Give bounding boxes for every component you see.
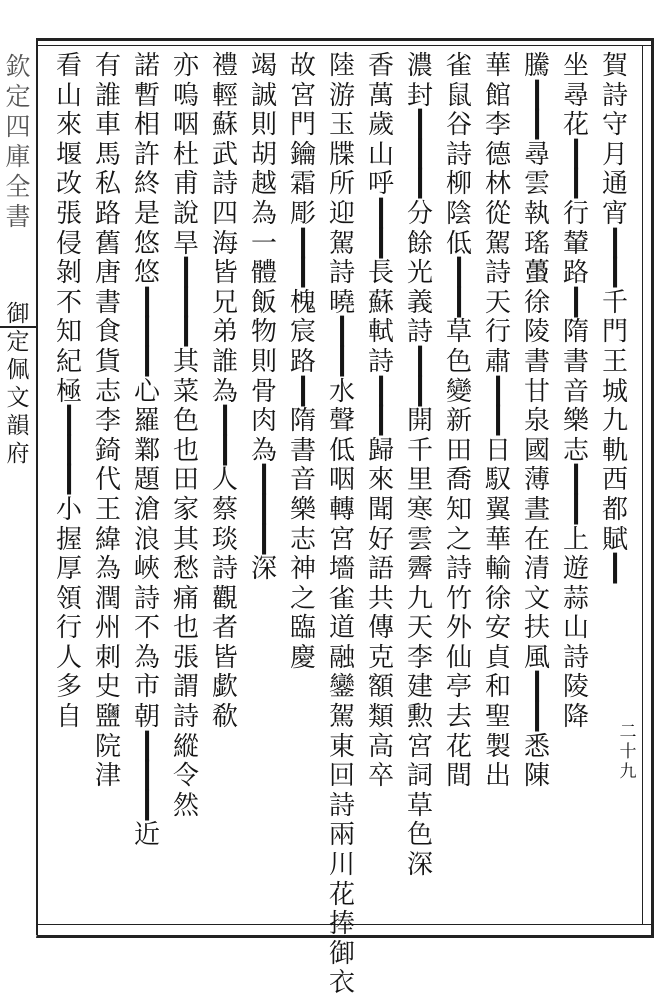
text-column: 坐 尋 花 ┃ ┃ 行 輦 路 ┃ 隋 書 音 樂 志 ┃ ┃ 上 遊 蒜 山 詩 陵 降 (562, 51, 589, 733)
page-number: 二 十 九 (619, 722, 637, 782)
text-column: 賀 詩 守 月 通 宵 ┃ ┃ 千 門 王 城 九 軌 西 都 賦 ┃ (601, 51, 628, 585)
text-column: 諾 暫 相 許 終 是 悠 悠 ┃ ┃ ┃ 心 羅 鄴 題 滄 浪 峽 詩 不 為 市 朝 ┃ ┃ ┃ 近 (133, 51, 160, 851)
text-column: 看 山 來 堰 改 張 侵 剝 不 知 紀 極 ┃ ┃ ┃ 小 握 厚 領 行 人 多 自 (55, 51, 82, 733)
text-column: 雀 鼠 谷 詩 柳 陰 低 ┃ ┃ 草 色 變 新 田 喬 知 之 詩 竹 外 仙 亭 去 花 間 (445, 51, 472, 792)
text-column: 禮 輕 蘇 武 詩 四 海 皆 兄 弟 誰 為 ┃ ┃ 人 蔡 琰 詩 觀 者 皆 歔 欷 (211, 51, 238, 733)
text-column: 華 館 李 德 林 從 駕 詩 天 行 肅 ┃ ┃ 日 馭 翼 華 輸 徐 安 貞 和 聖 製 出 (484, 51, 511, 792)
spine-collection-title: 欽 定 四 庫 全 書 (5, 52, 31, 231)
text-column: 故 宮 門 鑰 霜 彫 ┃ ┃ 槐 宸 路 ┃ 隋 書 音 樂 志 神 之 臨 慶 (289, 51, 316, 673)
text-column: 有 誰 車 馬 私 路 舊 唐 書 食 貨 志 李 錡 代 王 緯 為 潤 州 刺 史 鹽 院 津 (94, 51, 121, 792)
inner-border-right (642, 45, 643, 925)
text-column: 亦 嗚 咽 杜 甫 說 旱 ┃ ┃ ┃ 其 菜 色 也 田 家 其 愁 痛 也 張 謂 詩 縱 令 然 (172, 51, 199, 821)
text-column: 騰 ┃ ┃ 尋 雲 執 瑤 蠆 徐 陵 書 甘 泉 國 薄 晝 在 清 文 扶 風 ┃ ┃ 悉 陳 (523, 51, 550, 792)
text-column: 濃 封 ┃ ┃ ┃ 分 餘 光 義 詩 ┃ ┃ 開 千 里 寒 雲 霽 九 天 李 建 勲 宮 詞 草 色 深 (406, 51, 433, 881)
text-column: 竭 誠 則 胡 越 為 一 體 飯 物 則 骨 肉 為 ┃ ┃ ┃ 深 (250, 51, 277, 585)
text-column: 香 萬 歲 山 呼 ┃ ┃ 長 蘇 軾 詩 ┃ ┃ 歸 來 聞 好 語 共 傳 克 額 類 高 卒 (367, 51, 394, 792)
inner-border-top (36, 45, 653, 46)
spine-book-title: 御 定 佩 文 韻 府 (6, 301, 30, 467)
text-column: 陸 游 玉 牒 所 迎 駕 詩 曉 ┃ ┃ 水 聲 低 咽 轉 宮 墻 雀 道 融 鑾 駕 東 回 詩 兩 川 花 捧 御 衣 (328, 51, 355, 999)
